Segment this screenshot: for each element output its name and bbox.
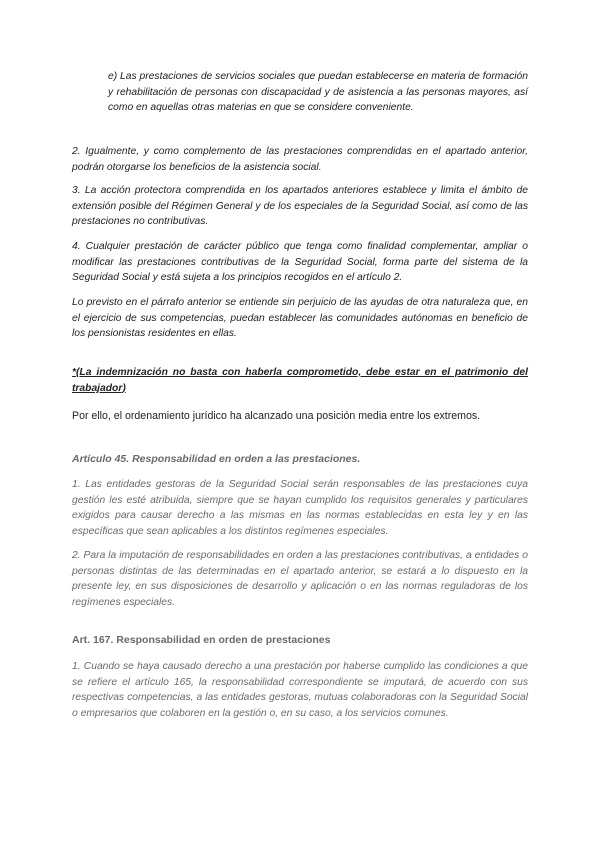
- paragraph-item-2: 2. Igualmente, y como complemento de las prestaciones comprendidas en el apartado anterior, podrán otorgarse los beneficios de la asistencia social.: [72, 146, 528, 173]
- paragraph-lo-previsto: Lo previsto en el párrafo anterior se entiende sin perjuicio de las ayudas de otra naturaleza que, en el ejercicio de sus competencias, puedan establecer las comunidades autónomas en beneficio de los pensionistas residentes en ellas.: [72, 297, 528, 340]
- article-45-paragraph-1: 1. Las entidades gestoras de la Seguridad Social serán responsables de las prestaciones cuya gestión les esté atribuida, siempre que se hayan cumplido los requisitos generales y particulares exigidos para causar derecho a las mismas en las normas establecidas en esta ley y en las específicas que sean aplicables a los distintos regímenes especiales.: [72, 479, 528, 537]
- article-167-paragraph-1: 1. Cuando se haya causado derecho a una prestación por haberse cumplido las condiciones a que se refiere el artículo 165, la responsabilidad correspondiente se imputará, de acuerdo con sus respectivas competencias, a las entidades gestoras, mutuas colaboradoras con la Seguridad Social o empresarios que colaboren en la gestión o, en su caso, a los servicios comunes.: [72, 661, 528, 719]
- article-45-paragraph-2: 2. Para la imputación de responsabilidades en orden a las prestaciones contributivas, a entidades o personas distintas de las determinadas en el apartado anterior, se estará a lo dispuesto en la presente ley, en sus disposiciones de desarrollo y aplicación o en las normas reguladoras de los regímenes especiales.: [72, 550, 528, 608]
- article-45-title: Artículo 45. Responsabilidad en orden a las prestaciones.: [72, 453, 361, 465]
- article-167-title: Art. 167. Responsabilidad en orden de prestaciones: [72, 634, 331, 646]
- paragraph-item-e: e) Las prestaciones de servicios sociales que puedan establecerse en materia de formación y rehabilitación de personas con discapacidad y de asistencia a las personas mayores, así como en aquellas otras materias en que se considere conveniente.: [108, 71, 528, 114]
- paragraph-item-4: 4. Cualquier prestación de carácter público que tenga como finalidad complementar, ampliar o modificar las prestaciones contributivas de la Seguridad Social, forma parte del sistema de la Seguridad Social y está sujeta a los principios recogidos en el artículo 2.: [72, 241, 528, 284]
- paragraph-item-3: 3. La acción protectora comprendida en los apartados anteriores establece y limita el ámbito de extensión posible del Régimen General y de los especiales de la Seguridad Social, así como de las prestaciones no contributivas.: [72, 185, 528, 228]
- note-indemnizacion: *(La indemnización no basta con haberla comprometido, debe estar en el patrimonio del trabajador): [72, 367, 528, 394]
- paragraph-conclusion: Por ello, el ordenamiento jurídico ha alcanzado una posición media entre los extremos.: [72, 410, 481, 422]
